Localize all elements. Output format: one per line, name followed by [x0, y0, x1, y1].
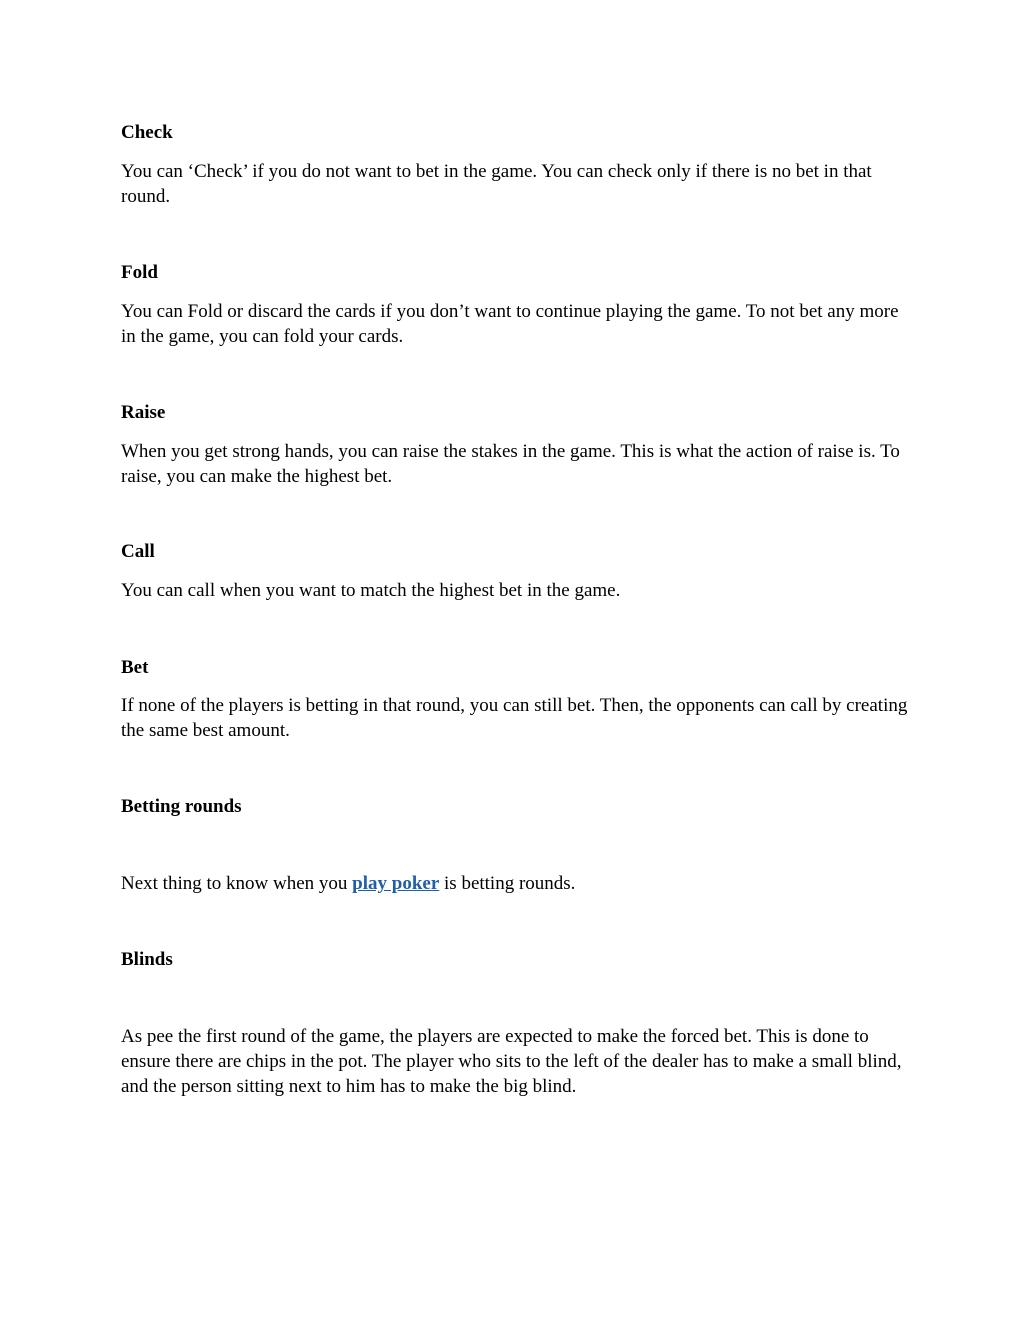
section-heading-blinds: Blinds: [121, 949, 173, 970]
section-body-raise: When you get strong hands, you can raise the stakes in the game. This is what the action of raise is. To raise, you can make the highest bet.: [121, 441, 900, 487]
section-body-check: You can ‘Check’ if you do not want to bet in the game. You can check only if there is no bet in that round.: [121, 161, 872, 207]
section-body-fold: You can Fold or discard the cards if you don’t want to continue playing the game. To not bet any more in the game, you can fold your cards.: [121, 301, 899, 347]
section-heading-bet: Bet: [121, 657, 149, 678]
betting-rounds-text-prefix: Next thing to know when you: [121, 873, 353, 894]
section-body-bet: If none of the players is betting in that round, you can still bet. Then, the opponents can call by creating the same best amount.: [121, 695, 908, 741]
section-heading-check: Check: [121, 122, 173, 143]
betting-rounds-text-suffix: is betting rounds.: [439, 873, 576, 894]
section-heading-fold: Fold: [121, 262, 158, 283]
section-heading-raise: Raise: [121, 402, 166, 423]
section-heading-betting-rounds: Betting rounds: [121, 796, 242, 817]
section-body-blinds: As pee the first round of the game, the players are expected to make the forced bet. This is done to ensure there are chips in the pot. The player who sits to the left of the dealer has to make a small blind, and the person sitting next to him has to make the big blind.: [121, 1026, 902, 1097]
section-body-betting-rounds: [121, 871, 911, 896]
play-poker-link[interactable]: play poker: [352, 873, 440, 894]
section-heading-call: Call: [121, 541, 155, 562]
section-body-call: You can call when you want to match the highest bet in the game.: [121, 580, 621, 601]
